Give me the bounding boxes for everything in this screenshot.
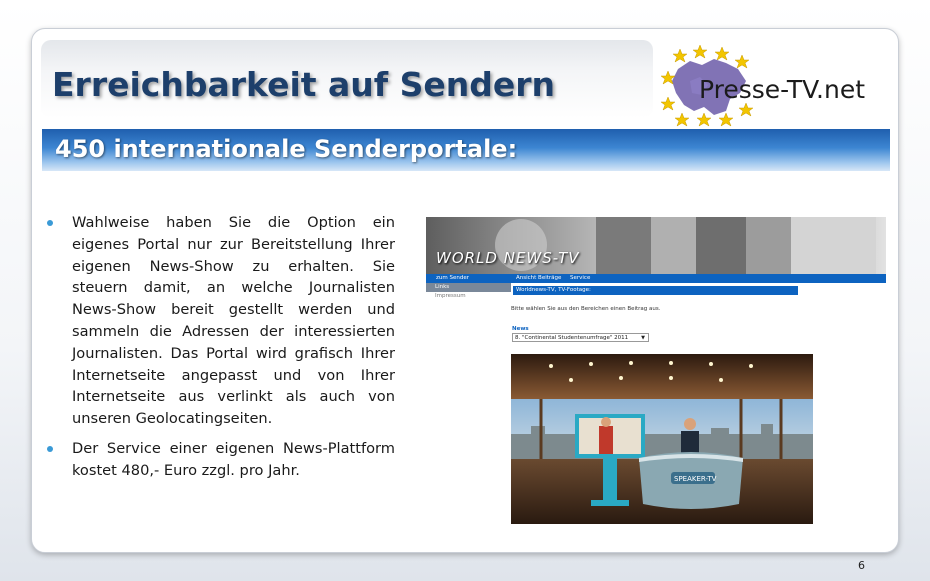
studio-scene bbox=[511, 354, 813, 524]
bullet-item bbox=[45, 212, 395, 430]
bullet-item bbox=[45, 438, 395, 482]
nav-zum-sender[interactable]: zum Sender bbox=[436, 275, 469, 281]
portal-info: Bitte wählen Sie aus den Bereichen einen Beitrag aus. bbox=[511, 306, 661, 312]
slide-frame bbox=[31, 28, 899, 553]
bullet-list bbox=[45, 212, 395, 490]
page-number: 6 bbox=[858, 559, 865, 572]
portal-screenshot bbox=[426, 217, 886, 525]
bullet-text: Wahlweise haben Sie die Option ein eigenes Portal nur zur Bereitstellung Ihrer eigenen News-Show zu erhalten. Sie steuern damit, an welche Journalisten News-Show bereit gestellt werden und sammeln die Adressen der interessierten Journalisten. Das Portal wird grafisch Ihrer Internetseite angepasst und von Ihrer Internetseite aus verlinkt als auch von unseren Geolocatingseiten. bbox=[72, 214, 395, 428]
portal-nav bbox=[426, 274, 886, 283]
nav-ansicht-beitraege[interactable]: Ansicht Beiträge bbox=[516, 275, 562, 281]
desk-logo: SPEAKER-TV bbox=[674, 475, 717, 483]
news-select-value: 8. "Continental Studentenumfrage" 2011 bbox=[515, 335, 629, 341]
subtitle-bar bbox=[42, 129, 890, 171]
portal-logo: WORLD NEWS-TV bbox=[436, 249, 580, 267]
side-links[interactable]: Links bbox=[426, 283, 511, 292]
slide-subtitle: 450 internationale Senderportale: bbox=[55, 135, 518, 163]
bullet-dot-icon bbox=[47, 446, 53, 452]
video-studio-image[interactable] bbox=[511, 354, 813, 524]
portal-header: Worldnews-TV, TV-Footage: bbox=[513, 286, 798, 295]
presse-tv-logo bbox=[660, 41, 888, 127]
portal-banner bbox=[426, 217, 886, 274]
news-select[interactable] bbox=[512, 333, 649, 342]
news-label: News bbox=[512, 326, 529, 332]
logo-text: Presse-TV.net bbox=[699, 75, 866, 104]
bullet-dot-icon bbox=[47, 220, 53, 226]
side-impressum[interactable]: Impressum bbox=[435, 293, 466, 299]
bullet-text: Der Service einer eigenen News-Plattform kostet 480,- Euro zzgl. pro Jahr. bbox=[72, 439, 395, 479]
chevron-down-icon: ▼ bbox=[641, 335, 645, 341]
slide-title: Erreichbarkeit auf Sendern bbox=[52, 65, 556, 104]
nav-service[interactable]: Service bbox=[570, 275, 591, 281]
